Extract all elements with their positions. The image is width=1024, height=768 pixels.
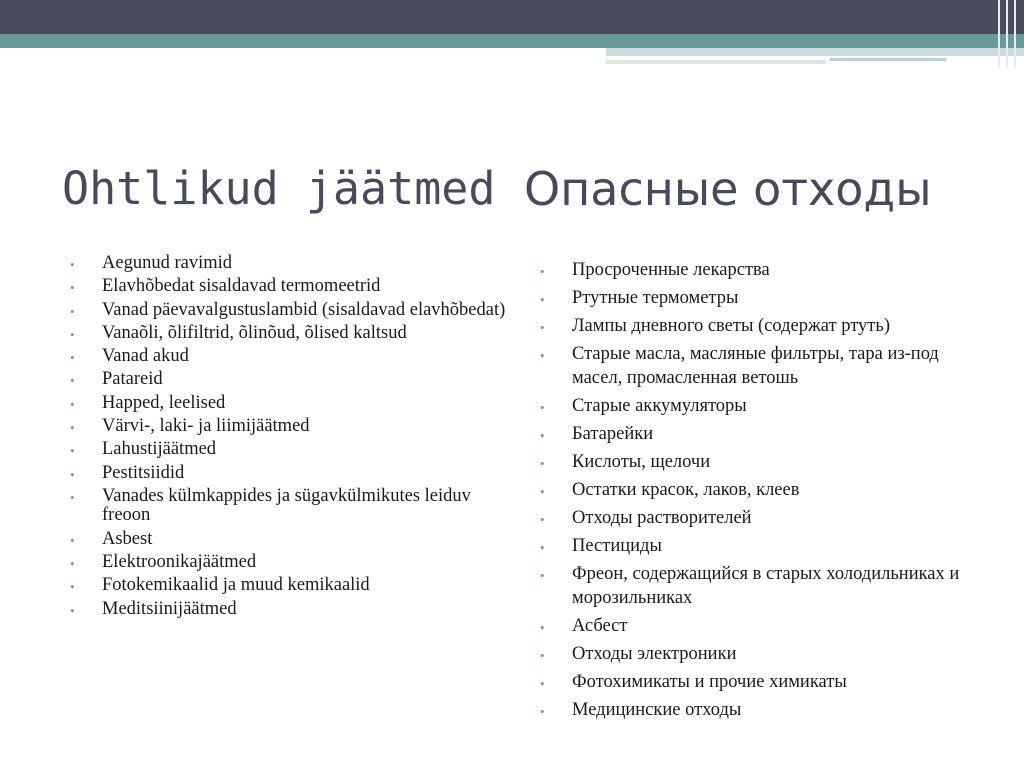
- list-item: • Asbest: [70, 530, 510, 550]
- list-item: • Meditsiinijäätmed: [70, 600, 510, 620]
- list-item: • Просроченные лекарства: [540, 258, 980, 282]
- list-item: • Elektroonikajäätmed: [70, 553, 510, 573]
- estonian-waste-list: [70, 254, 510, 623]
- list-item: • Лампы дневного светы (содержат ртуть): [540, 314, 980, 338]
- list-item: • Старые масла, масляные фильтры, тара из-под масел, промасленная ветошь: [540, 342, 980, 390]
- list-item: • Happed, leelised: [70, 394, 510, 414]
- list-item: • Фреон, содержащийся в старых холодильниках и морозильниках: [540, 562, 980, 610]
- decorative-vertical-lines: [994, 0, 1024, 68]
- list-item: • Кислоты, щелочи: [540, 450, 980, 474]
- list-item: • Patareid: [70, 370, 510, 390]
- list-item: • Vanad päevavalgustuslambid (sisaldavad elavhõbedat): [70, 301, 510, 321]
- list-item: • Värvi-, laki- ja liimijäätmed: [70, 417, 510, 437]
- list-item: • Медицинские отходы: [540, 698, 980, 722]
- list-item: • Фотохимикаты и прочие химикаты: [540, 670, 980, 694]
- header-bar: [0, 0, 1024, 34]
- list-item: • Elavhõbedat sisaldavad termomeetrid: [70, 277, 510, 297]
- list-item: • Старые аккумуляторы: [540, 394, 980, 418]
- list-item: • Отходы электроники: [540, 642, 980, 666]
- list-item: • Vanades külmkappides ja sügavkülmikutes leiduv freoon: [70, 487, 510, 526]
- list-item: • Асбест: [540, 614, 980, 638]
- list-item: • Vanaõli, õlifiltrid, õlinõud, õlised kaltsud: [70, 324, 510, 344]
- slide-title-estonian: Ohtlikud jäätmed: [62, 162, 496, 215]
- list-item: • Fotokemikaalid ja muud kemikaalid: [70, 576, 510, 596]
- list-item: • Lahustijäätmed: [70, 440, 510, 460]
- list-item: • Vanad akud: [70, 347, 510, 367]
- list-item: • Батарейки: [540, 422, 980, 446]
- slide-title-russian: Опасные отходы: [524, 162, 932, 216]
- decorative-line: [830, 58, 946, 61]
- list-item: • Pestitsiidid: [70, 464, 510, 484]
- decorative-line: [606, 48, 1024, 56]
- decorative-line: [606, 60, 826, 64]
- list-item: • Остатки красок, лаков, клеев: [540, 478, 980, 502]
- header-accent-strip: [0, 34, 1024, 48]
- list-item: • Отходы растворителей: [540, 506, 980, 530]
- list-item: • Aegunud ravimid: [70, 254, 510, 274]
- russian-waste-list: [540, 258, 980, 726]
- list-item: • Ртутные термометры: [540, 286, 980, 310]
- list-item: • Пестициды: [540, 534, 980, 558]
